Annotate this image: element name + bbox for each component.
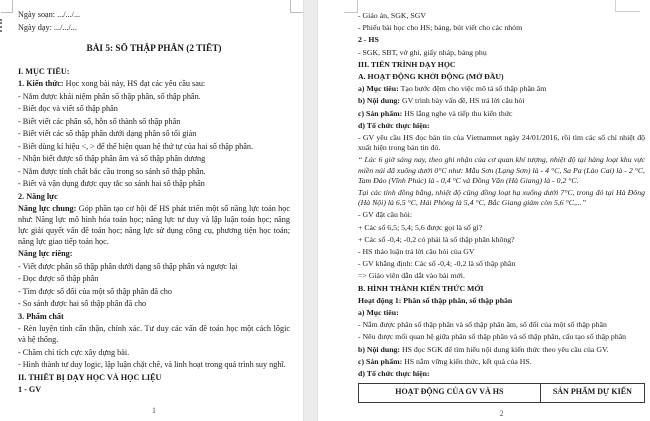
text-run: a) Mục tiêu: (358, 84, 401, 94)
document-line (358, 188, 645, 208)
text-run: 1. Kiến thức: (18, 79, 66, 89)
text-run: b) Nội dung: (358, 96, 402, 106)
text-run: a) Mục tiêu: (358, 308, 399, 318)
document-line (358, 332, 645, 342)
text-run: d) Tổ chức thực hiện: (358, 120, 430, 130)
text-run: - Hình thành tư duy logic, lập luận chặt chẽ, và linh hoạt trong quá trình suy nghĩ. (18, 360, 286, 370)
document-line (18, 179, 290, 190)
document-line (358, 155, 645, 186)
document-line (18, 385, 290, 396)
text-run: + Các số 6,5; 5,4; 5,6 được gọi là số gì? (358, 222, 483, 232)
document-line (358, 308, 645, 318)
text-run: c) Sản phẩm: (358, 108, 405, 118)
page-1-content (18, 10, 290, 398)
text-run: - GV đặt câu hỏi: (358, 210, 412, 220)
text-run: d) Tổ chức thực hiện: (358, 369, 430, 379)
document-line (358, 345, 645, 355)
text-run: - Nắm được phân số thập phân và số thập phân âm, số đối của một số thập phân (358, 320, 607, 330)
text-run: - GV yêu cầu HS đọc bản tin của Vietnamnet ngày 24/01/2016, rồi tìm các số chỉ nhiệt độ xuất hiện trong bản tin đó. (358, 133, 645, 153)
document-line (18, 129, 290, 140)
document-line (18, 287, 290, 298)
document-line (358, 235, 645, 245)
document-line (18, 104, 290, 115)
document-line (358, 259, 645, 269)
document-line (358, 357, 645, 367)
text-run: Năng lực chung: (18, 204, 79, 214)
text-run: - Phiếu bài học cho HS; bảng, bút viết cho các nhóm (358, 23, 523, 33)
document-line (358, 84, 645, 94)
text-run: b) Nội dung: (358, 344, 402, 354)
document-line (358, 320, 645, 330)
text-run: Ngày dạy: .../.../... (18, 22, 77, 32)
page-number: 2 (499, 409, 504, 418)
text-run: - Giáo án, SGK, SGV (358, 11, 427, 20)
text-run: 3. Phẩm chất (18, 311, 64, 321)
margin-crop-mark-top-right (290, 0, 303, 13)
document-line (18, 262, 290, 273)
document-line (18, 67, 290, 78)
document-line (18, 92, 290, 103)
document-line (358, 247, 645, 257)
text-run: - Nắm được khái niệm phân số thập phân, số thập phân. (18, 91, 201, 101)
paragraph-marker-dots (0, 19, 2, 32)
text-run: Năng lực riêng: (18, 249, 73, 259)
table-header-gv-hs: HOẠT ĐỘNG CỦA GV VÀ HS (359, 384, 541, 402)
text-run: Ngày soạn: .../.../... (18, 10, 81, 19)
page-1 (0, 0, 303, 421)
text-run: - HS thảo luận trả lời câu hỏi của GV (358, 247, 475, 257)
document-line (358, 133, 645, 153)
document-line (358, 296, 645, 306)
text-run: A. HOẠT ĐỘNG KHỞI ĐỘNG (MỞ ĐẦU) (358, 72, 504, 82)
document-line (358, 23, 645, 33)
text-run: II. THIẾT BỊ DẠY HỌC VÀ HỌC LIỆU (18, 372, 162, 382)
document-line (18, 373, 290, 384)
page-gap (303, 0, 318, 421)
document-line (358, 271, 645, 281)
text-run: 1 - GV (18, 385, 42, 395)
text-run: III. TIẾN TRÌNH DẠY HỌC (358, 59, 456, 69)
document-line (358, 35, 645, 45)
text-run: HS lắng nghe và tiếp thu kiến thức (404, 108, 513, 118)
document-line (18, 192, 290, 203)
text-run: - So sánh được hai số thập phân đã cho (18, 299, 147, 309)
document-line (358, 284, 645, 294)
text-run: - SGK, SBT, vở ghi, giấy nháp, bảng phụ (358, 47, 487, 57)
document-line (18, 348, 290, 359)
document-line (18, 23, 290, 34)
document-line (358, 48, 645, 58)
text-run: GV trình bày vấn đề, HS trả lời câu hỏi (401, 96, 525, 106)
text-run: - Biết và vận dụng được quy tắc so sánh hai số thập phân (18, 179, 205, 189)
text-run: HS đọc SGK để tìm hiểu nội dung kiến thức theo yêu cầu của GV. (401, 344, 609, 354)
document-line (358, 121, 645, 131)
text-run: - Biết viết các phân số, hỗn số thành số thập phân (18, 116, 181, 126)
document-line (358, 223, 645, 233)
text-run: - Rèn luyện tính cẩn thận, chính xác. Tư duy các vấn đề toán học một cách lôgic và hệ thống. (18, 324, 290, 345)
document-line (18, 154, 290, 165)
document-line (18, 43, 290, 55)
text-run: - Chăm chỉ tích cực xây dựng bài. (18, 347, 130, 357)
document-line (18, 312, 290, 323)
document-line (358, 109, 645, 119)
text-run: - Nhận biết được số thập phân âm và số thập phân dương (18, 154, 206, 164)
text-run: Góp phần tạo cơ hội để HS phát triển một số năng lực toán học như: Năng lực mô hình hóa toán học; năng lực tư duy và lập luận toán học; năng lực giải quyết vấn đề toán học; năng lực sử dụng công cụ, phương tiện học toán; năng lực giao tiếp toán học. (18, 204, 290, 246)
text-run: Tại các tỉnh đồng bằng, nhiệt độ cũng đồng loạt hạ xuống dưới 7°C, trong đó tại Hà Đông (Hà Nội) là 6,5 °C, Hải Phòng là 5,4 °C, Bắc Giang giảm còn 5,6 °C,...” (358, 188, 645, 208)
table-header-san-pham: SẢN PHẨM DỰ KIẾN (540, 384, 644, 402)
text-run: 2 - HS (358, 35, 379, 45)
page-2-content (358, 11, 645, 403)
document-line (18, 117, 290, 128)
page-2 (318, 0, 650, 421)
text-run: - Nắm được tính chất bắc cầu trong so sánh số thập phân. (18, 166, 206, 176)
table-header-row (359, 384, 645, 402)
text-run: - Biết dùng kí hiệu <, > để thể hiện quan hệ thứ tự của hai số thập phân. (18, 141, 254, 151)
text-run: I. MỤC TIÊU: (18, 66, 70, 76)
text-run: - Đọc được số thập phân (18, 274, 99, 284)
document-line (18, 299, 290, 310)
document-line (18, 142, 290, 153)
text-run: - Tìm được số đối của một số thập phân đã cho (18, 286, 172, 296)
document-line (18, 10, 290, 21)
document-line (358, 210, 645, 220)
page-number: 1 (152, 406, 156, 415)
text-run: HS nắm vững kiến thức, kết quả của HS. (404, 356, 532, 366)
text-run: - Biết đọc và viết số thập phân (18, 104, 118, 114)
text-run: + Các số -0,4; -0,2 có phải là số thập phân không? (358, 234, 515, 244)
text-run: “ Lúc 6 giờ sáng nay, theo ghi nhận của cơ quan khí tượng, nhiệt độ tại hàng loạt khu vực miền núi đã xuống dưới 0°C như: Mẫu Sơn (Lạng Sơn) là - 4 °C, Sa Pa (Lào Cai) là - 2 °C, Tam Đảo (Vĩnh Phúc) là - 0,4 °C và Đồng Văn (Hà Giang) là - 0,2 °C. (358, 155, 645, 185)
document-line (18, 274, 290, 285)
document-line (18, 324, 290, 346)
text-run: - Nêu được mối quan hệ giữa phân số thập phân và số thập phân, cấu tạo số thập phân (358, 332, 627, 342)
text-run: 2. Năng lực (18, 191, 58, 201)
text-run: B. HÌNH THÀNH KIẾN THỨC MỚI (358, 283, 484, 293)
text-run: - GV khẳng định: Các số -0,4; -0,2 là số thập phân (358, 259, 516, 269)
text-run: BÀI 5: SỐ THẬP PHÂN (2 TIẾT) (86, 44, 222, 55)
document-line (18, 360, 290, 371)
margin-crop-mark-top-left (344, 0, 358, 13)
document-line (358, 369, 645, 379)
text-run: - Biết viết các số thập phân dưới dạng phân số tối giản (18, 129, 197, 139)
text-run: Hoạt động 1: Phân số thập phân, số thập phân (358, 295, 513, 305)
text-run: Tạo bước đệm cho việc mô tả số thập phân âm (400, 84, 547, 94)
activity-table (358, 383, 645, 402)
document-line (358, 96, 645, 106)
text-run: - Viết được phân số thập phân dưới dạng số thập phân và ngược lại (18, 261, 238, 271)
document-line (18, 249, 290, 260)
text-run: => Giáo viên dẫn dắt vào bài mới. (358, 271, 465, 281)
document-line (18, 167, 290, 178)
document-line (18, 79, 290, 90)
text-run: c) Sản phẩm: (358, 356, 405, 366)
document-line (18, 204, 290, 247)
document-line (358, 72, 645, 82)
text-run: Học xong bài này, HS đạt các yêu cầu sau: (65, 79, 206, 89)
margin-crop-mark-top-left (1, 0, 13, 13)
document-line (358, 60, 645, 70)
document-line (358, 11, 645, 21)
